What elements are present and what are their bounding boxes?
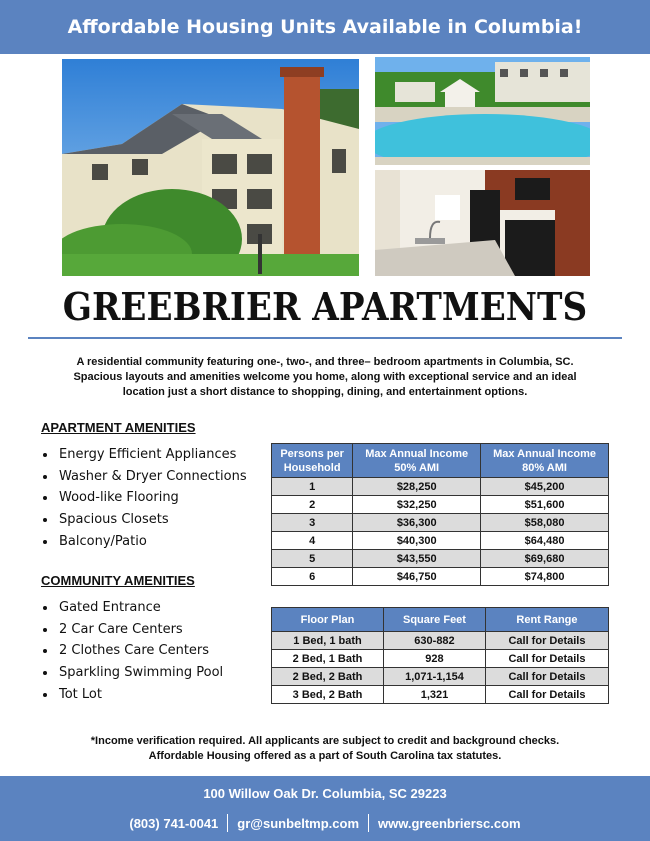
amenity-label: Gated Entrance — [59, 600, 161, 615]
amenity-label: 2 Car Care Centers — [59, 621, 183, 637]
table-cell: 5 — [272, 550, 353, 568]
bullet-icon — [43, 475, 47, 479]
bullet-icon — [43, 518, 47, 522]
amenity-label: 2 Clothes Care Centers — [59, 643, 210, 659]
email-link[interactable]: gr@sunbeltmp.com — [237, 815, 360, 831]
bullet-icon — [43, 606, 47, 610]
table-header-row — [272, 444, 609, 478]
amenity-label: Wood-like Flooring — [59, 490, 179, 506]
table-cell: $28,250 — [353, 478, 481, 496]
amenity-label: Energy Efficient Appliances — [59, 447, 237, 462]
table-row — [272, 514, 609, 532]
divider — [227, 814, 228, 832]
table-row — [272, 650, 609, 668]
header-line: Persons per — [280, 447, 344, 460]
table-cell: Call for Details — [485, 686, 608, 704]
table-cell: 2 Bed, 2 Bath — [272, 668, 384, 686]
community-amenities-heading: COMMUNITY AMENITIES — [41, 573, 195, 588]
table-cell: $69,680 — [481, 550, 609, 568]
footnote-line: *Income verification required. All applicants are subject to credit and background checks. — [90, 735, 560, 747]
table-row — [272, 668, 609, 686]
table-row — [272, 550, 609, 568]
table-row — [272, 478, 609, 496]
table-cell: 630-882 — [384, 632, 486, 650]
table-cell: 2 — [272, 496, 353, 514]
bullet-icon — [43, 649, 47, 653]
amenity-label: Balcony/Patio — [59, 533, 147, 549]
table-cell: $36,300 — [353, 514, 481, 532]
amenity-label: Spacious Closets — [59, 512, 169, 528]
income-limits-table — [271, 443, 609, 586]
list-item — [41, 684, 223, 706]
table-header-row — [272, 608, 609, 632]
header-line: Household — [283, 461, 341, 474]
list-item — [41, 619, 223, 641]
table-cell: $40,300 — [353, 532, 481, 550]
header-line: Max Annual Income — [493, 447, 596, 460]
footnote — [40, 734, 610, 764]
column-header: Floor Plan — [272, 608, 384, 632]
table-row — [272, 532, 609, 550]
table-cell: $43,550 — [353, 550, 481, 568]
table-cell: 1,321 — [384, 686, 486, 704]
footer-banner — [0, 776, 650, 841]
intro-line: A residential community featuring one-, two-, and three– bedroom apartments in Columbia, SC. — [76, 356, 574, 368]
table-row — [272, 496, 609, 514]
table-cell: $45,200 — [481, 478, 609, 496]
table-cell: $32,250 — [353, 496, 481, 514]
table-cell: 1 Bed, 1 bath — [272, 632, 384, 650]
list-item — [41, 487, 247, 509]
list-item — [41, 597, 223, 619]
table-cell: $51,600 — [481, 496, 609, 514]
table-cell: 1,071-1,154 — [384, 668, 486, 686]
column-header: Rent Range — [485, 608, 608, 632]
floor-plan-table — [271, 607, 609, 704]
amenity-label: Tot Lot — [59, 686, 102, 702]
table-cell: Call for Details — [485, 632, 608, 650]
table-row — [272, 568, 609, 586]
intro-paragraph — [40, 355, 610, 400]
list-item — [41, 509, 247, 531]
table-row — [272, 686, 609, 704]
header-line: 80% AMI — [522, 461, 567, 474]
bullet-icon — [43, 693, 47, 697]
column-header — [481, 444, 609, 478]
column-header — [353, 444, 481, 478]
list-item — [41, 444, 247, 466]
column-header — [272, 444, 353, 478]
table-cell: $46,750 — [353, 568, 481, 586]
contact-row — [0, 814, 650, 832]
column-header: Square Feet — [384, 608, 486, 632]
bullet-icon — [43, 671, 47, 675]
divider — [368, 814, 369, 832]
table-row — [272, 632, 609, 650]
pool-photo — [375, 57, 590, 165]
address: 100 Willow Oak Dr. Columbia, SC 29223 — [203, 786, 447, 801]
table-cell: Call for Details — [485, 650, 608, 668]
header-line: 50% AMI — [394, 461, 440, 474]
table-cell: Call for Details — [485, 668, 608, 686]
table-cell: 928 — [384, 650, 486, 668]
apartment-amenities-list — [41, 444, 247, 552]
list-item — [41, 662, 223, 684]
header-line: Max Annual Income — [365, 447, 469, 460]
bullet-icon — [43, 628, 47, 632]
list-item — [41, 466, 247, 488]
kitchen-photo — [375, 170, 590, 276]
table-cell: 2 Bed, 1 Bath — [272, 650, 384, 668]
amenity-label: Washer & Dryer Connections — [59, 468, 247, 484]
banner-headline: Affordable Housing Units Available in Columbia! — [67, 16, 583, 38]
community-amenities-list — [41, 597, 223, 705]
table-cell: $74,800 — [481, 568, 609, 586]
list-item — [41, 640, 223, 662]
top-banner — [0, 0, 650, 54]
table-cell: $64,480 — [481, 532, 609, 550]
table-cell: $58,080 — [481, 514, 609, 532]
footnote-line: Affordable Housing offered as a part of South Carolina tax statutes. — [148, 750, 502, 762]
table-cell: 1 — [272, 478, 353, 496]
table-cell: 3 Bed, 2 Bath — [272, 686, 384, 704]
list-item — [41, 531, 247, 553]
property-title: GREEBRIER APARTMENTS — [62, 284, 588, 329]
website-link[interactable]: www.greenbriersc.com — [378, 815, 521, 831]
building-photo — [62, 59, 359, 276]
table-cell: 6 — [272, 568, 353, 586]
apartment-amenities-heading: APARTMENT AMENITIES — [41, 420, 196, 435]
intro-line: location just a short distance to shopping, dining, and entertainment options. — [122, 386, 528, 398]
bullet-icon — [43, 496, 47, 500]
title-divider — [28, 337, 622, 339]
bullet-icon — [43, 540, 47, 544]
bullet-icon — [43, 453, 47, 457]
table-cell: 4 — [272, 532, 353, 550]
amenity-label: Sparkling Swimming Pool — [59, 665, 224, 681]
phone-number[interactable]: (803) 741-0041 — [129, 815, 219, 831]
intro-line: Spacious layouts and amenities welcome you home, along with exceptional service and an ideal — [73, 371, 577, 383]
table-cell: 3 — [272, 514, 353, 532]
